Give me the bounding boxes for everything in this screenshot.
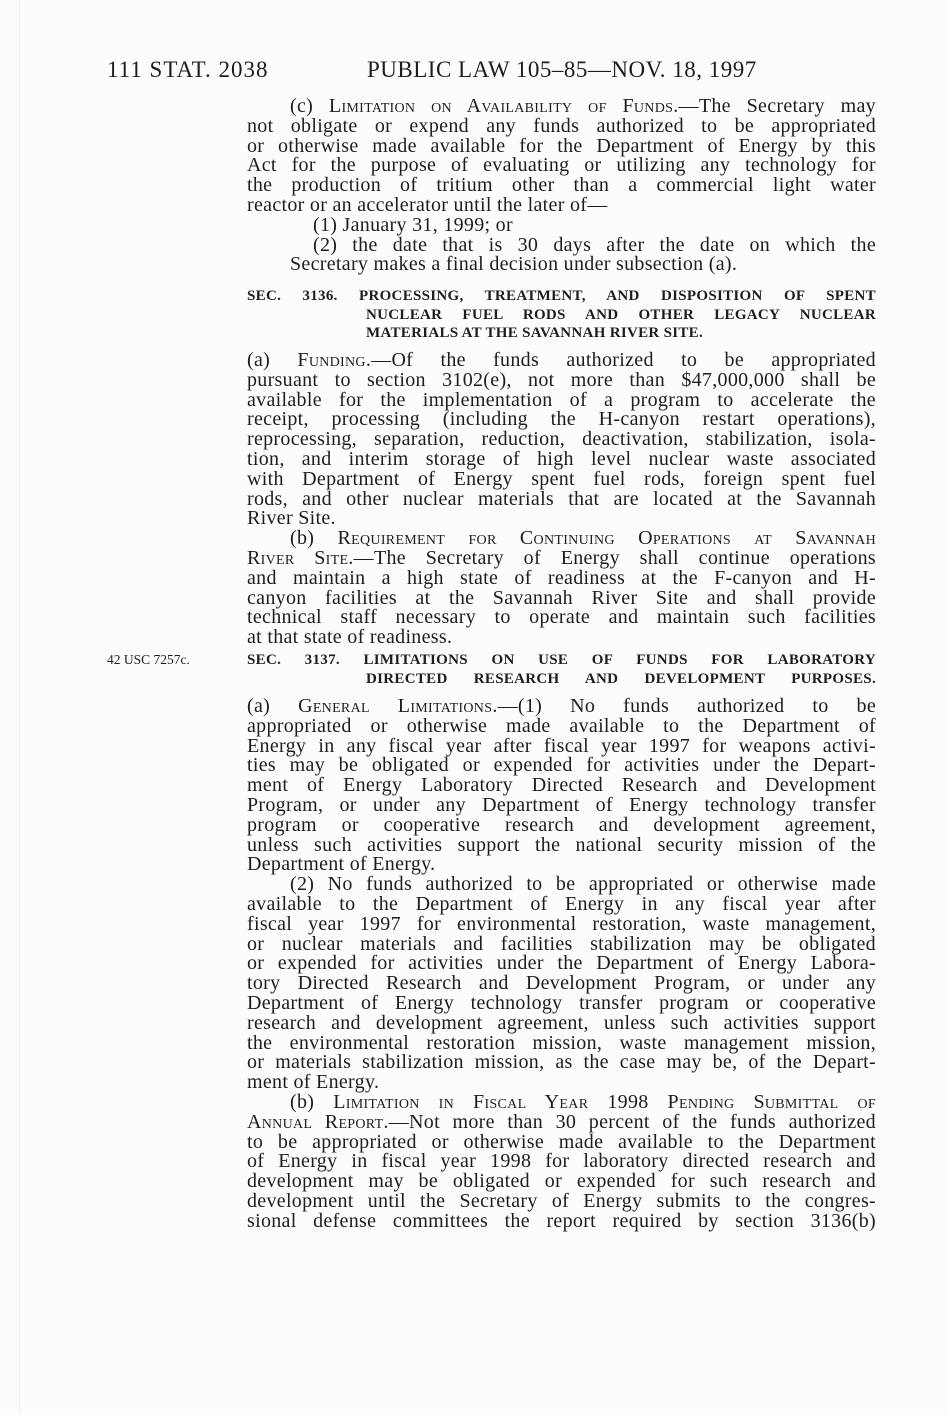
subsection-designator: (b) [290, 527, 338, 550]
subsection-caption: General Limitations [298, 695, 493, 717]
subsection-c-line [247, 97, 876, 117]
subsection-a-line: with Department of Energy spent fuel rods, foreign spent fuel [247, 467, 876, 490]
subsection-caption: Funding [297, 349, 366, 371]
section-heading-line: SEC. 3137. LIMITATIONS ON USE OF FUNDS FOR LABORATORY [247, 652, 876, 668]
paragraph-2-line: (2) No funds authorized to be appropriated or otherwise made [290, 873, 876, 896]
page-reference: 111 STAT. 2038 [107, 57, 269, 82]
subsection-caption: Limitation in Fiscal Year 1998 Pending Submittal of [333, 1090, 876, 1113]
subsection-a-line: program or cooperative research and development agreement, [247, 813, 876, 836]
paragraph-2-line: or expended for activities under the Department of Energy Labora- [247, 952, 876, 975]
subsection-a-line [247, 351, 876, 371]
subsection-a-line [247, 697, 876, 717]
section-heading-line: DIRECTED RESEARCH AND DEVELOPMENT PURPOSES. [366, 670, 876, 687]
subsection-b-line: to be appropriated or otherwise made available to the Department [247, 1130, 876, 1153]
subsection-caption: Limitation on Availability of Funds [328, 95, 674, 117]
section-heading-line: NUCLEAR FUEL RODS AND OTHER LEGACY NUCLEAR [366, 306, 876, 323]
paragraph-1-line: (1) January 31, 1999; or [313, 213, 513, 236]
subsection-a-line: appropriated or otherwise made available to the Department of [247, 714, 876, 737]
subsection-a-line: Energy in any fiscal year after fiscal year 1997 for weapons activi- [247, 734, 876, 757]
subsection-a-line: receipt, processing (including the H-canyon restart operations), [247, 408, 876, 431]
paragraph-2-line: available to the Department of Energy in any fiscal year after [247, 892, 876, 915]
subsection-a-line: pursuant to section 3102(e), not more than $47,000,000 shall be [247, 368, 876, 391]
subsection-b-line [247, 1110, 876, 1133]
margin-note-citation: 42 USC 7257c. [107, 652, 190, 667]
subsection-b-line: technical staff necessary to operate and maintain such facilities [247, 606, 876, 629]
subsection-b-line: at that state of readiness. [247, 626, 453, 649]
subsection-c-line: or otherwise made available for the Department of Energy by this [247, 134, 876, 157]
subsection-designator: (a) [247, 695, 299, 717]
line-text: .—Not more than 30 percent of the funds authorized [383, 1110, 876, 1133]
section-heading-line: MATERIALS AT THE SAVANNAH RIVER SITE. [366, 325, 704, 341]
subsection-a-line: tion, and interim storage of high level nuclear waste associated [247, 447, 876, 470]
subsection-caption: Requirement for Continuing Operations at Savannah [337, 527, 876, 550]
section-3137-body [247, 697, 876, 1232]
subsection-designator: (a) [247, 349, 298, 371]
paragraph-2-line: or materials stabilization mission, as the case may be, of the Depart- [247, 1051, 876, 1074]
subsection-a-line: rods, and other nuclear materials that are located at the Savannah [247, 487, 876, 510]
subsection-b-line: and maintain a high state of readiness at the F-canyon and H- [247, 566, 876, 589]
subsection-b-line: development until the Secretary of Energy submits to the congres- [247, 1189, 876, 1212]
paragraph-2-line: tory Directed Research and Development Program, or under any [247, 972, 876, 995]
section-3136-heading [247, 287, 876, 343]
subsection-c-line: not obligate or expend any funds authorized to be appropriated [247, 114, 876, 137]
subsection-a-line: ment of Energy Laboratory Directed Research and Development [247, 774, 876, 797]
subsection-c [247, 97, 876, 275]
subsection-a-line: unless such activities support the national security mission of the [247, 833, 876, 856]
line-text: .—(1) No funds authorized to be [492, 695, 876, 717]
line-text: .—The Secretary of Energy shall continue operations [348, 546, 877, 569]
subsection-b-line [247, 546, 877, 569]
subsection-c-line: the production of tritium other than a commercial light water [247, 174, 876, 197]
section-heading-line: SEC. 3136. PROCESSING, TREATMENT, AND DISPOSITION OF SPENT [247, 288, 876, 304]
paragraph-2-line: Secretary makes a final decision under subsection (a). [290, 253, 738, 276]
section-3137-heading [247, 651, 876, 688]
subsection-a-line: River Site. [247, 507, 336, 530]
subsection-a-line: ties may be obligated or expended for activities under the Depart- [247, 754, 876, 777]
subsection-b-line: of Energy in fiscal year 1998 for laboratory directed research and [247, 1150, 876, 1173]
paragraph-2-line: ment of Energy. [247, 1071, 380, 1094]
subsection-b-line: canyon facilities at the Savannah River Site and shall provide [247, 586, 876, 609]
subsection-b-line: development may be obligated or expended for such research and [247, 1170, 876, 1193]
subsection-a-line: reprocessing, separation, reduction, deactivation, stabilization, isola- [247, 428, 876, 451]
paragraph-2-line: (2) the date that is 30 days after the date on which the [313, 233, 876, 256]
subsection-caption: River Site [247, 546, 349, 569]
paragraph-2-line: research and development agreement, unless such activities support [247, 1011, 876, 1034]
subsection-a-line: Program, or under any Department of Energy technology transfer [247, 793, 876, 816]
running-header-title: PUBLIC LAW 105–85—NOV. 18, 1997 [367, 57, 757, 82]
section-3136-body [247, 351, 876, 648]
paragraph-2-line: Department of Energy technology transfer program or cooperative [247, 991, 876, 1014]
line-text: .—The Secretary may [673, 95, 876, 117]
subsection-a-line: available for the implementation of a program to accelerate the [247, 388, 876, 411]
subsection-c-line: Act for the purpose of evaluating or utilizing any technology for [247, 154, 876, 177]
paragraph-2-line: or nuclear materials and facilities stabilization may be obligated [247, 932, 876, 955]
subsection-designator: (b) [290, 1090, 334, 1113]
paragraph-2-line: fiscal year 1997 for environmental restoration, waste management, [247, 912, 876, 935]
subsection-a-line: Department of Energy. [247, 853, 436, 876]
subsection-b-line: sional defense committees the report required by section 3136(b) [247, 1209, 876, 1232]
subsection-c-line: reactor or an accelerator until the later of— [247, 193, 608, 216]
line-text: .—Of the funds authorized to be appropriated [365, 349, 876, 371]
paragraph-2-line: the environmental restoration mission, waste management mission, [247, 1031, 876, 1054]
subsection-caption: Annual Report [247, 1110, 384, 1133]
subsection-designator: (c) [290, 95, 329, 117]
